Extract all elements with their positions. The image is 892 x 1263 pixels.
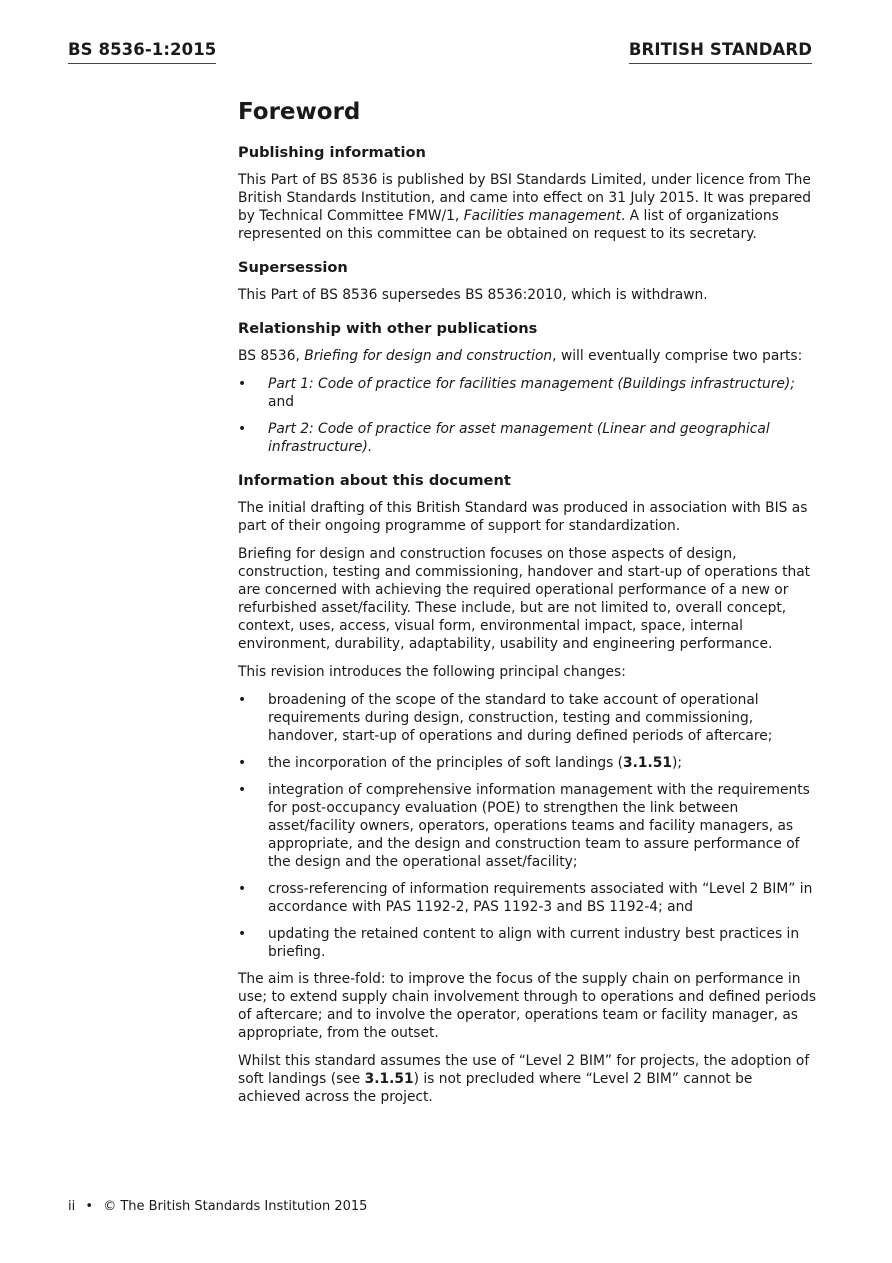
bullet: • — [238, 782, 247, 798]
clause-reference: 3.1.51 — [623, 755, 672, 771]
page-title: Foreword — [238, 99, 361, 125]
part1-tail: and — [268, 394, 294, 410]
info-para-5-a: Whilst this standard assumes the use of “Level 2 BIM” for projects, the adoption of soft landings (see — [238, 1053, 810, 1087]
clause-reference: 3.1.51 — [364, 1071, 414, 1087]
relationship-section — [238, 320, 818, 456]
info-section — [238, 472, 818, 1106]
bullet: • — [238, 421, 247, 437]
bullet: • — [238, 755, 247, 771]
list-item — [238, 880, 818, 916]
publishing-text-a: This Part of BS 8536 is published by BSI Standards Limited, under licence from The British Standards Institution, and came into effect on 31 July 2015. It was prepared by Technical Committee FMW/1, — [238, 172, 812, 224]
relationship-heading: Relationship with other publications — [238, 320, 538, 337]
series-title: Briefing for design and construction — [304, 348, 553, 364]
changes-list — [238, 691, 818, 961]
document-number: BS 8536-1:2015 — [68, 40, 216, 64]
footer-separator: • — [85, 1199, 94, 1214]
list-item — [238, 781, 818, 871]
info-para-5 — [238, 1052, 818, 1106]
list-item — [238, 420, 818, 456]
list-item — [238, 925, 818, 961]
relationship-intro-a: BS 8536, — [238, 348, 305, 364]
supersession-heading: Supersession — [238, 259, 348, 276]
list-item — [238, 754, 818, 772]
change-4: cross-referencing of information requirements associated with “Level 2 BIM” in accordance with PAS 1192-2, PAS 1192-3 and BS 1192-4; and — [268, 881, 813, 915]
bullet: • — [238, 926, 247, 942]
bullet: • — [238, 881, 247, 897]
list-item — [238, 375, 818, 411]
publishing-text-b: . A list of organizations represented on this committee can be obtained on request to its secretary. — [238, 208, 779, 242]
publishing-heading: Publishing information — [238, 144, 426, 161]
info-para-3: This revision introduces the following principal changes: — [238, 664, 626, 680]
list-item — [238, 691, 818, 745]
change-5: updating the retained content to align with current industry best practices in briefing. — [268, 926, 800, 960]
supersession-text: This Part of BS 8536 supersedes BS 8536:2010, which is withdrawn. — [238, 287, 708, 303]
supersession-section — [238, 259, 818, 304]
part1-title: Part 1: Code of practice for facilities management (Buildings infrastructure); — [268, 376, 795, 392]
info-para-1: The initial drafting of this British Standard was produced in association with BIS as part of their ongoing programme of support for standardization. — [238, 500, 808, 534]
change-2-b: ); — [671, 755, 682, 771]
relationship-intro — [238, 347, 818, 365]
page-footer — [68, 1199, 373, 1214]
parts-list — [238, 375, 818, 456]
info-para-2: Briefing for design and construction focuses on those aspects of design, construction, testing and commissioning, handover and start-up of operations that are concerned with achieving the required operational performance of a new or refurbished asset/facility. These include, but are not limited to, overall concept, context, uses, access, visual form, environmental impact, space, internal environment, durability, adaptability, usability and engineering performance. — [238, 546, 811, 652]
publishing-text — [238, 171, 818, 243]
change-1: broadening of the scope of the standard to take account of operational requirements during design, construction, testing and commissioning, handover, start-up of operations and during defined periods of aftercare; — [268, 692, 773, 744]
page-number: ii — [68, 1199, 76, 1214]
copyright-notice: © The British Standards Institution 2015 — [103, 1199, 368, 1214]
info-heading: Information about this document — [238, 472, 511, 489]
document-type: BRITISH STANDARD — [629, 40, 812, 64]
part2-title: Part 2: Code of practice for asset management (Linear and geographical infrastructure). — [268, 421, 770, 455]
foreword-content — [238, 97, 818, 1122]
publishing-section — [238, 144, 818, 243]
relationship-intro-b: , will eventually comprise two parts: — [552, 348, 803, 364]
change-2-a: the incorporation of the principles of soft landings ( — [268, 755, 624, 771]
bullet: • — [238, 692, 247, 708]
info-para-5-b: ) is not precluded where “Level 2 BIM” cannot be achieved across the project. — [238, 1071, 753, 1105]
bullet: • — [238, 376, 247, 392]
committee-name: Facilities management — [463, 208, 621, 224]
change-3: integration of comprehensive information management with the requirements for post-occupancy evaluation (POE) to strengthen the link between asset/facility owners, operators, operations teams and facility managers, as appropriate, and the design and construction team to assure performance of the design and the operational asset/facility; — [268, 782, 810, 870]
info-para-4: The aim is three-fold: to improve the focus of the supply chain on performance in use; to extend supply chain involvement through to operations and defined periods of aftercare; and to involve the operator, operations team or facility manager, as appropriate, from the outset. — [238, 971, 817, 1041]
